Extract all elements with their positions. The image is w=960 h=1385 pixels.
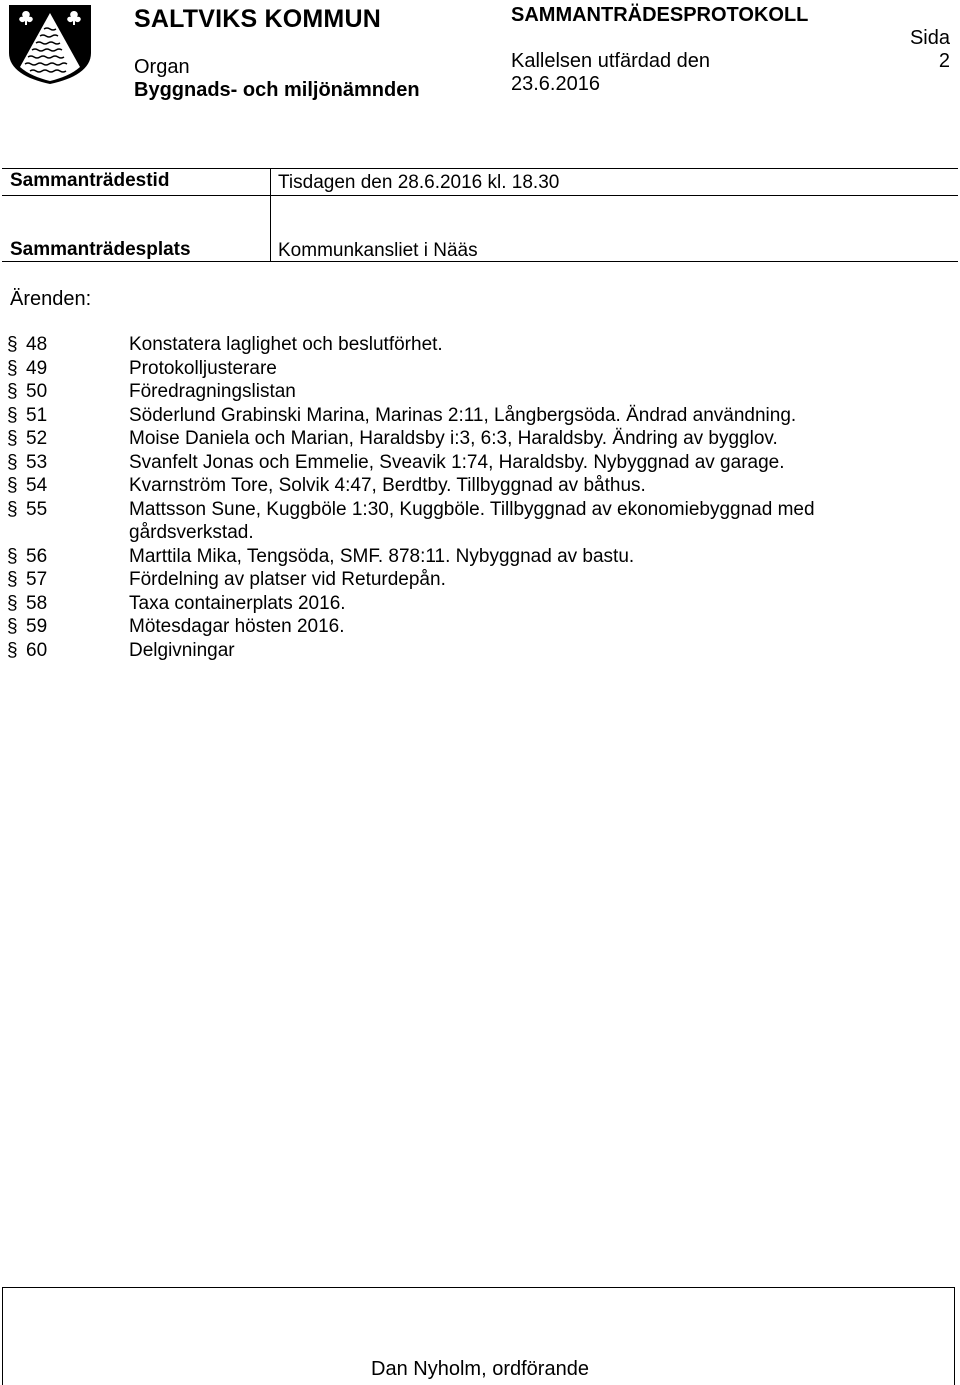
agenda-item-text: Moise Daniela och Marian, Haraldsby i:3, 6:3, Haraldsby. Ändring av bygglov.: [129, 428, 778, 449]
meeting-time-value: Tisdagen den 28.6.2016 kl. 18.30: [278, 172, 560, 193]
agenda-item-text: Delgivningar: [129, 639, 235, 661]
section-symbol: §: [7, 451, 18, 473]
section-symbol: §: [7, 569, 18, 590]
section-symbol: §: [7, 404, 18, 426]
agenda-item: [0, 545, 960, 569]
agenda-item-number: 50: [26, 381, 48, 402]
agenda-item-text: Fördelning av platser vid Returdepån.: [129, 569, 446, 590]
section-symbol: §: [7, 381, 18, 402]
section-symbol: §: [7, 428, 18, 449]
agenda-item-number: 59: [26, 616, 48, 637]
section-symbol: §: [7, 357, 18, 379]
agenda-item-text: Kvarnström Tore, Solvik 4:47, Berdtby. Tillbyggnad av båthus.: [129, 475, 646, 496]
agenda-item-text: Protokolljusterare: [129, 357, 277, 379]
agenda-item-number: 56: [26, 545, 48, 567]
agenda-item-number: 53: [26, 451, 48, 473]
agenda-item: [0, 639, 960, 663]
section-symbol: §: [7, 545, 18, 567]
notice-date: 23.6.2016: [511, 73, 600, 95]
meeting-place-label: Sammanträdesplats: [10, 239, 191, 260]
section-symbol: §: [7, 498, 18, 520]
agenda-item-number: 60: [26, 639, 48, 661]
page-label: Sida: [909, 27, 950, 49]
table-column-divider: [270, 168, 271, 262]
agenda-item-number: 54: [26, 475, 48, 496]
agenda-item-number: 48: [26, 334, 48, 355]
agenda-item-text: Söderlund Grabinski Marina, Marinas 2:11, Långbergsöda. Ändrad användning.: [129, 404, 797, 426]
agenda-item: [0, 333, 960, 357]
section-symbol: §: [7, 334, 18, 355]
agenda-item-number: 58: [26, 592, 48, 614]
municipality-coat-of-arms: [6, 3, 94, 85]
agenda-item-text: Föredragningslistan: [129, 381, 296, 402]
agenda-item: [0, 451, 960, 475]
agenda-item: [0, 498, 960, 545]
section-symbol: §: [7, 616, 18, 637]
agenda-item-text: Mötesdagar hösten 2016.: [129, 616, 345, 637]
meeting-time-label: Sammanträdestid: [10, 170, 170, 191]
agenda-item: [0, 615, 960, 639]
agenda-item-text: Svanfelt Jonas och Emmelie, Sveavik 1:74, Haraldsby. Nybyggnad av garage.: [129, 451, 785, 473]
agenda-item: [0, 427, 960, 451]
meeting-place-value: Kommunkansliet i Nääs: [278, 240, 478, 261]
agenda-item-number: 49: [26, 357, 48, 379]
table-top-rule: [2, 168, 958, 169]
agenda-item-text: Taxa containerplats 2016.: [129, 592, 346, 614]
section-symbol: §: [7, 639, 18, 661]
agenda-heading: Ärenden:: [10, 288, 92, 310]
agenda-item: [0, 568, 960, 592]
agenda-item: [0, 404, 960, 428]
agenda-list: [0, 333, 960, 662]
notice-label: Kallelsen utfärdad den: [511, 50, 711, 72]
organ-name: Byggnads- och miljönämnden: [134, 79, 420, 101]
agenda-item: [0, 474, 960, 498]
agenda-item: [0, 357, 960, 381]
page-number: 2: [938, 50, 950, 72]
table-middle-rule: [2, 195, 958, 196]
table-bottom-rule: [2, 261, 958, 262]
document-type: SAMMANTRÄDESPROTOKOLL: [511, 4, 809, 26]
organ-label: Organ: [134, 56, 190, 78]
signer-name: Dan Nyholm, ordförande: [371, 1358, 589, 1380]
agenda-item-text: Konstatera laglighet och beslutförhet.: [129, 334, 443, 355]
agenda-item: [0, 592, 960, 616]
agenda-item-text: Mattsson Sune, Kuggböle 1:30, Kuggböle. Tillbyggnad av ekonomiebyggnad med gårdsverkstad.: [129, 498, 815, 543]
agenda-item-number: 52: [26, 428, 48, 449]
agenda-item-number: 51: [26, 404, 48, 426]
section-symbol: §: [7, 475, 18, 496]
agenda-item-number: 57: [26, 569, 48, 590]
section-symbol: §: [7, 592, 18, 614]
agenda-item-number: 55: [26, 498, 48, 520]
agenda-item-text: Marttila Mika, Tengsöda, SMF. 878:11. Nybyggnad av bastu.: [129, 545, 635, 567]
agenda-item: [0, 380, 960, 404]
municipality-name: SALTVIKS KOMMUN: [134, 5, 381, 33]
